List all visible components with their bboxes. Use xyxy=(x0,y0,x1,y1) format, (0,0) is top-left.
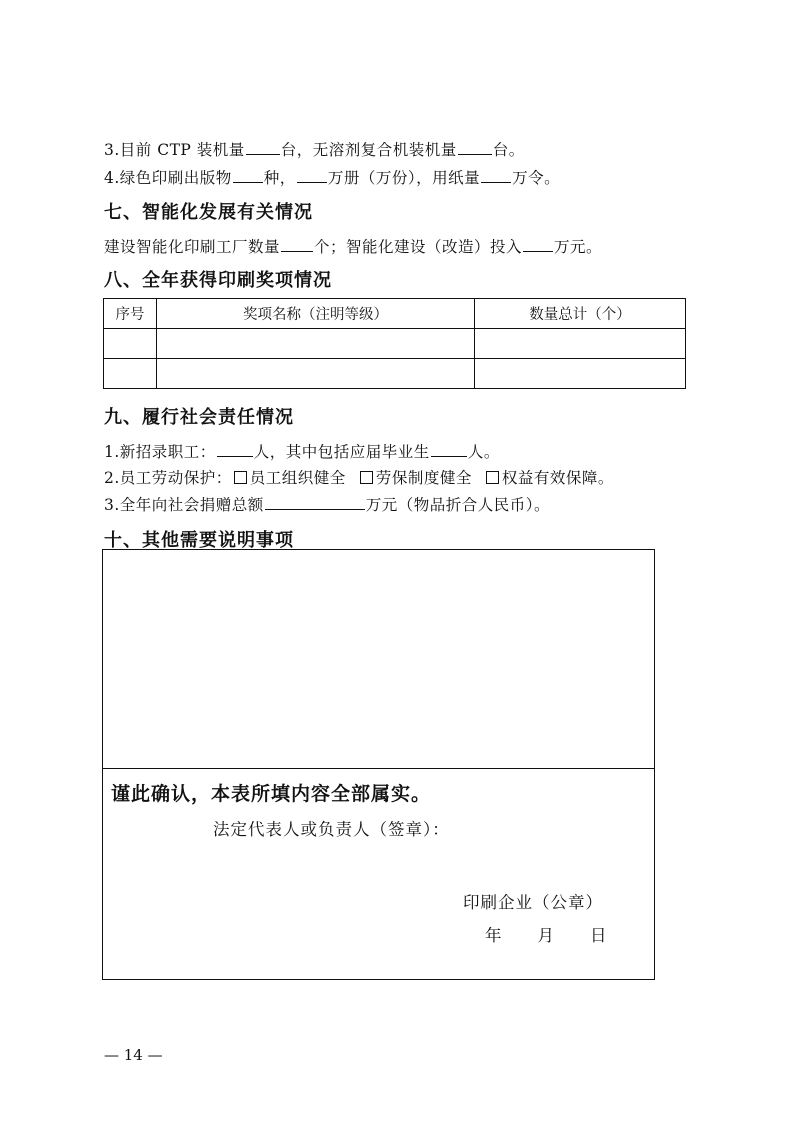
unit-label: 人。 xyxy=(467,443,500,461)
graduates-label: 人，其中包括应届毕业生 xyxy=(253,443,430,461)
month-label: 月 xyxy=(537,926,554,945)
new-hires-field[interactable] xyxy=(217,442,253,457)
green-copies-field[interactable] xyxy=(297,168,327,183)
labor-protection-label: 2.员工劳动保护： xyxy=(104,469,232,487)
table-header-row xyxy=(104,299,686,329)
table-cell[interactable] xyxy=(475,359,686,389)
column-header-award-name: 奖项名称（注明等级） xyxy=(157,299,475,329)
donation-amount-field[interactable] xyxy=(265,495,365,510)
solventless-count-field[interactable] xyxy=(458,140,492,155)
confirmation-statement: 谨此确认，本表所填内容全部属实。 xyxy=(111,783,432,805)
smart-factory-count-field[interactable] xyxy=(281,237,313,252)
organization-checkbox[interactable] xyxy=(234,471,247,484)
table-cell[interactable] xyxy=(104,359,157,389)
page-number: — 14 — xyxy=(104,1046,163,1064)
table-row xyxy=(104,359,686,389)
column-header-total: 数量总计（个） xyxy=(475,299,686,329)
labor-protection-line xyxy=(104,466,614,488)
table-cell[interactable] xyxy=(104,329,157,359)
new-hires-line xyxy=(104,440,500,462)
year-label: 年 xyxy=(485,926,502,945)
new-hires-label: 1.新招录职工： xyxy=(104,443,216,461)
donation-label: 3.全年向社会捐赠总额 xyxy=(104,496,264,514)
ctp-count-field[interactable] xyxy=(246,140,280,155)
day-label: 日 xyxy=(590,926,607,945)
ctp-equipment-line xyxy=(104,138,525,160)
awards-table xyxy=(103,298,686,389)
unit-label: 万令。 xyxy=(512,169,561,187)
representative-signature-label: 法定代表人或负责人（签章）： xyxy=(213,820,450,839)
table-cell[interactable] xyxy=(475,329,686,359)
smart-factory-line xyxy=(104,235,602,257)
section-8-heading: 八、全年获得印刷奖项情况 xyxy=(104,270,332,291)
date-line xyxy=(485,922,607,946)
unit-label: 万元。 xyxy=(554,238,603,256)
donation-line xyxy=(104,493,550,515)
section-10-heading: 十、其他需要说明事项 xyxy=(104,530,294,551)
graduates-field[interactable] xyxy=(431,442,467,457)
column-header-index: 序号 xyxy=(104,299,157,329)
unit-label: 种， xyxy=(263,169,296,187)
smart-factory-label: 建设智能化印刷工厂数量 xyxy=(104,238,281,256)
section-9-heading: 九、履行社会责任情况 xyxy=(104,407,294,428)
table-cell[interactable] xyxy=(157,359,475,389)
smart-investment-field[interactable] xyxy=(523,237,553,252)
rights-option-label: 权益有效保障。 xyxy=(501,469,614,487)
system-option-label: 劳保制度健全 xyxy=(375,469,472,487)
smart-investment-label: 个；智能化建设（改造）投入 xyxy=(314,238,523,256)
company-seal-label: 印刷企业（公章） xyxy=(463,893,603,912)
table-cell[interactable] xyxy=(157,329,475,359)
table-row xyxy=(104,329,686,359)
green-printing-label: 4.绿色印刷出版物 xyxy=(104,169,232,187)
paper-usage-label: 万册（万份），用纸量 xyxy=(327,169,481,187)
paper-usage-field[interactable] xyxy=(481,168,511,183)
donation-unit-label: 万元（物品折合人民币）。 xyxy=(365,496,551,514)
section-7-heading: 七、智能化发展有关情况 xyxy=(104,202,313,223)
green-printing-line xyxy=(104,166,560,188)
other-matters-textbox[interactable] xyxy=(102,549,655,769)
confirmation-box xyxy=(102,768,655,980)
rights-checkbox[interactable] xyxy=(486,471,499,484)
ctp-label: 3.目前 CTP 装机量 xyxy=(104,141,245,159)
system-checkbox[interactable] xyxy=(360,471,373,484)
organization-option-label: 员工组织健全 xyxy=(249,469,346,487)
unit-label: 台。 xyxy=(492,141,525,159)
solventless-label: 台，无溶剂复合机装机量 xyxy=(280,141,457,159)
green-titles-field[interactable] xyxy=(233,168,263,183)
